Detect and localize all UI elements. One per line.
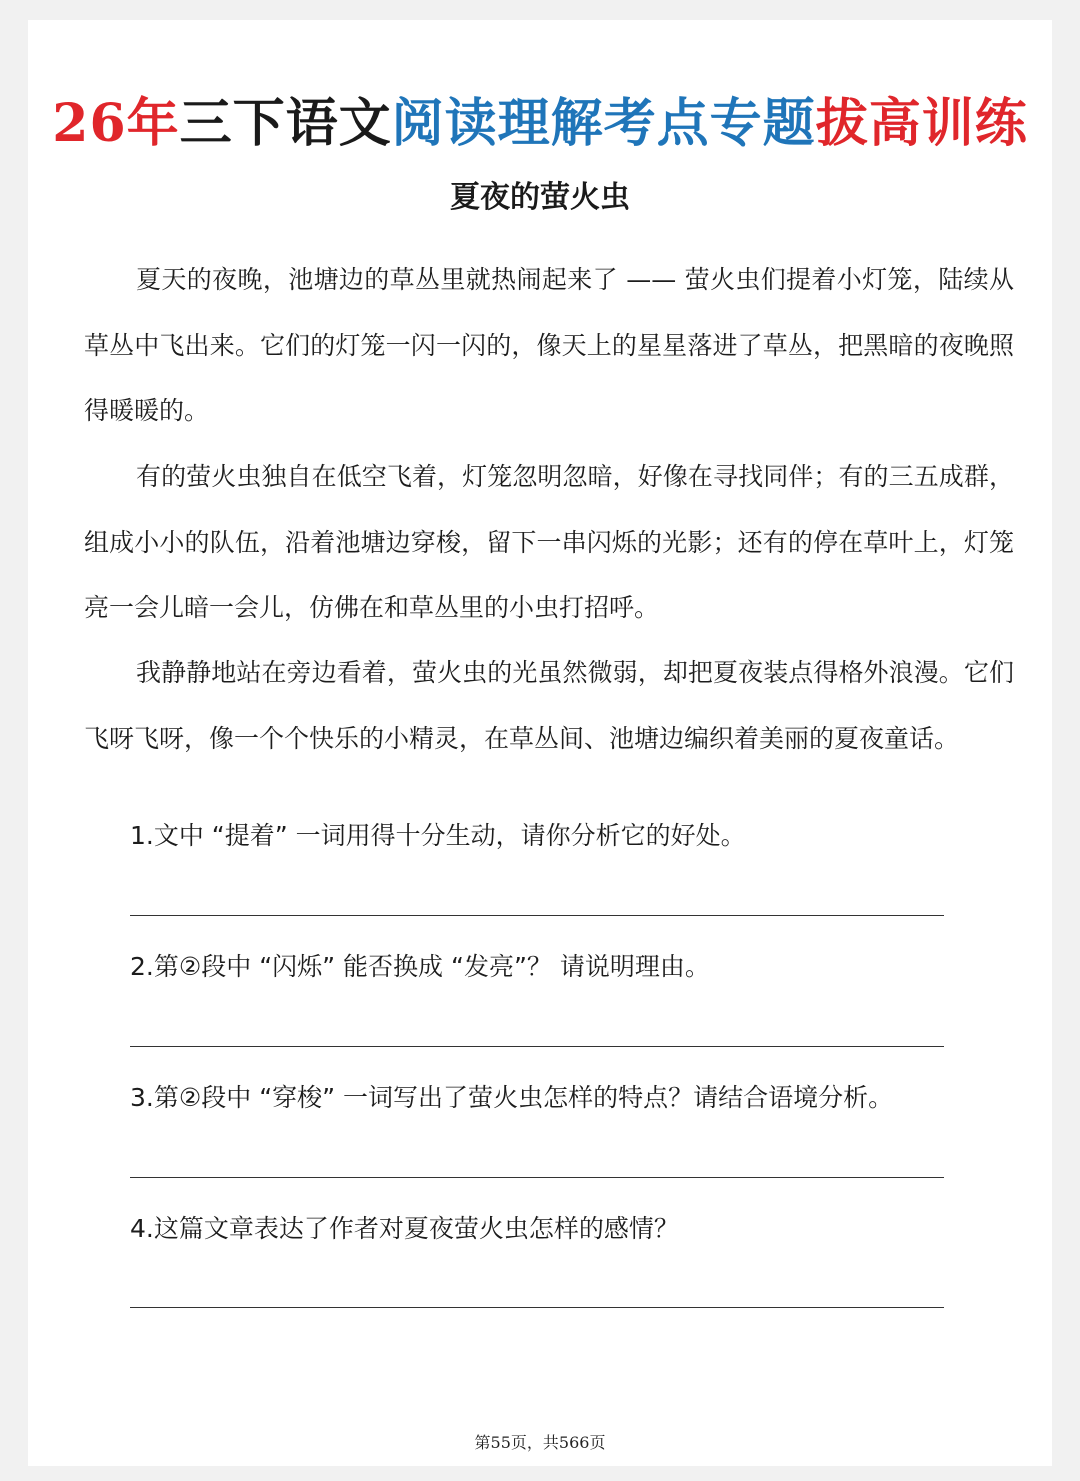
page-title: [0, 92, 1080, 156]
question-4: 4.这篇文章表达了作者对夏夜萤火虫怎样的感情？: [130, 1214, 679, 1243]
answer-line-2[interactable]: [130, 1046, 944, 1047]
paragraph-2: 有的萤火虫独自在低空飞着，灯笼忽明忽暗，好像在寻找同伴；有的三五成群，组成小小的队伍，沿着池塘边穿梭，留下一串闪烁的光影；还有的停在草叶上，灯笼亮一会儿暗一会儿，仿佛在和草丛里的小虫打招呼。: [84, 462, 1014, 622]
answer-line-3[interactable]: [130, 1177, 944, 1178]
page-number: 第55页，共566页: [474, 1433, 606, 1452]
title-topic: 阅读理解考点专题: [391, 93, 816, 154]
title-grade-subject: 三下语文: [179, 93, 392, 154]
question-2: 2.第②段中 “闪烁” 能否换成 “发亮”？ 请说明理由。: [130, 952, 710, 981]
title-year: 26年: [52, 93, 180, 154]
question-3: 3.第②段中 “穿梭” 一词写出了萤火虫怎样的特点？请结合语境分析。: [130, 1083, 894, 1112]
title-training: 拔高训练: [815, 93, 1028, 154]
article-title: 夏夜的萤火虫: [450, 180, 630, 215]
paragraph-1: 夏天的夜晚，池塘边的草丛里就热闹起来了 —— 萤火虫们提着小灯笼，陆续从草丛中飞出来。它们的灯笼一闪一闪的，像天上的星星落进了草丛，把黑暗的夜晚照得暖暖的。: [84, 265, 1014, 425]
paragraph-3: 我静静地站在旁边看着，萤火虫的光虽然微弱，却把夏夜装点得格外浪漫。它们飞呀飞呀，像一个个快乐的小精灵，在草丛间、池塘边编织着美丽的夏夜童话。: [84, 658, 1014, 753]
question-1: 1.文中 “提着” 一词用得十分生动，请你分析它的好处。: [130, 821, 746, 850]
answer-line-1[interactable]: [130, 915, 944, 916]
answer-line-4[interactable]: [130, 1307, 944, 1308]
